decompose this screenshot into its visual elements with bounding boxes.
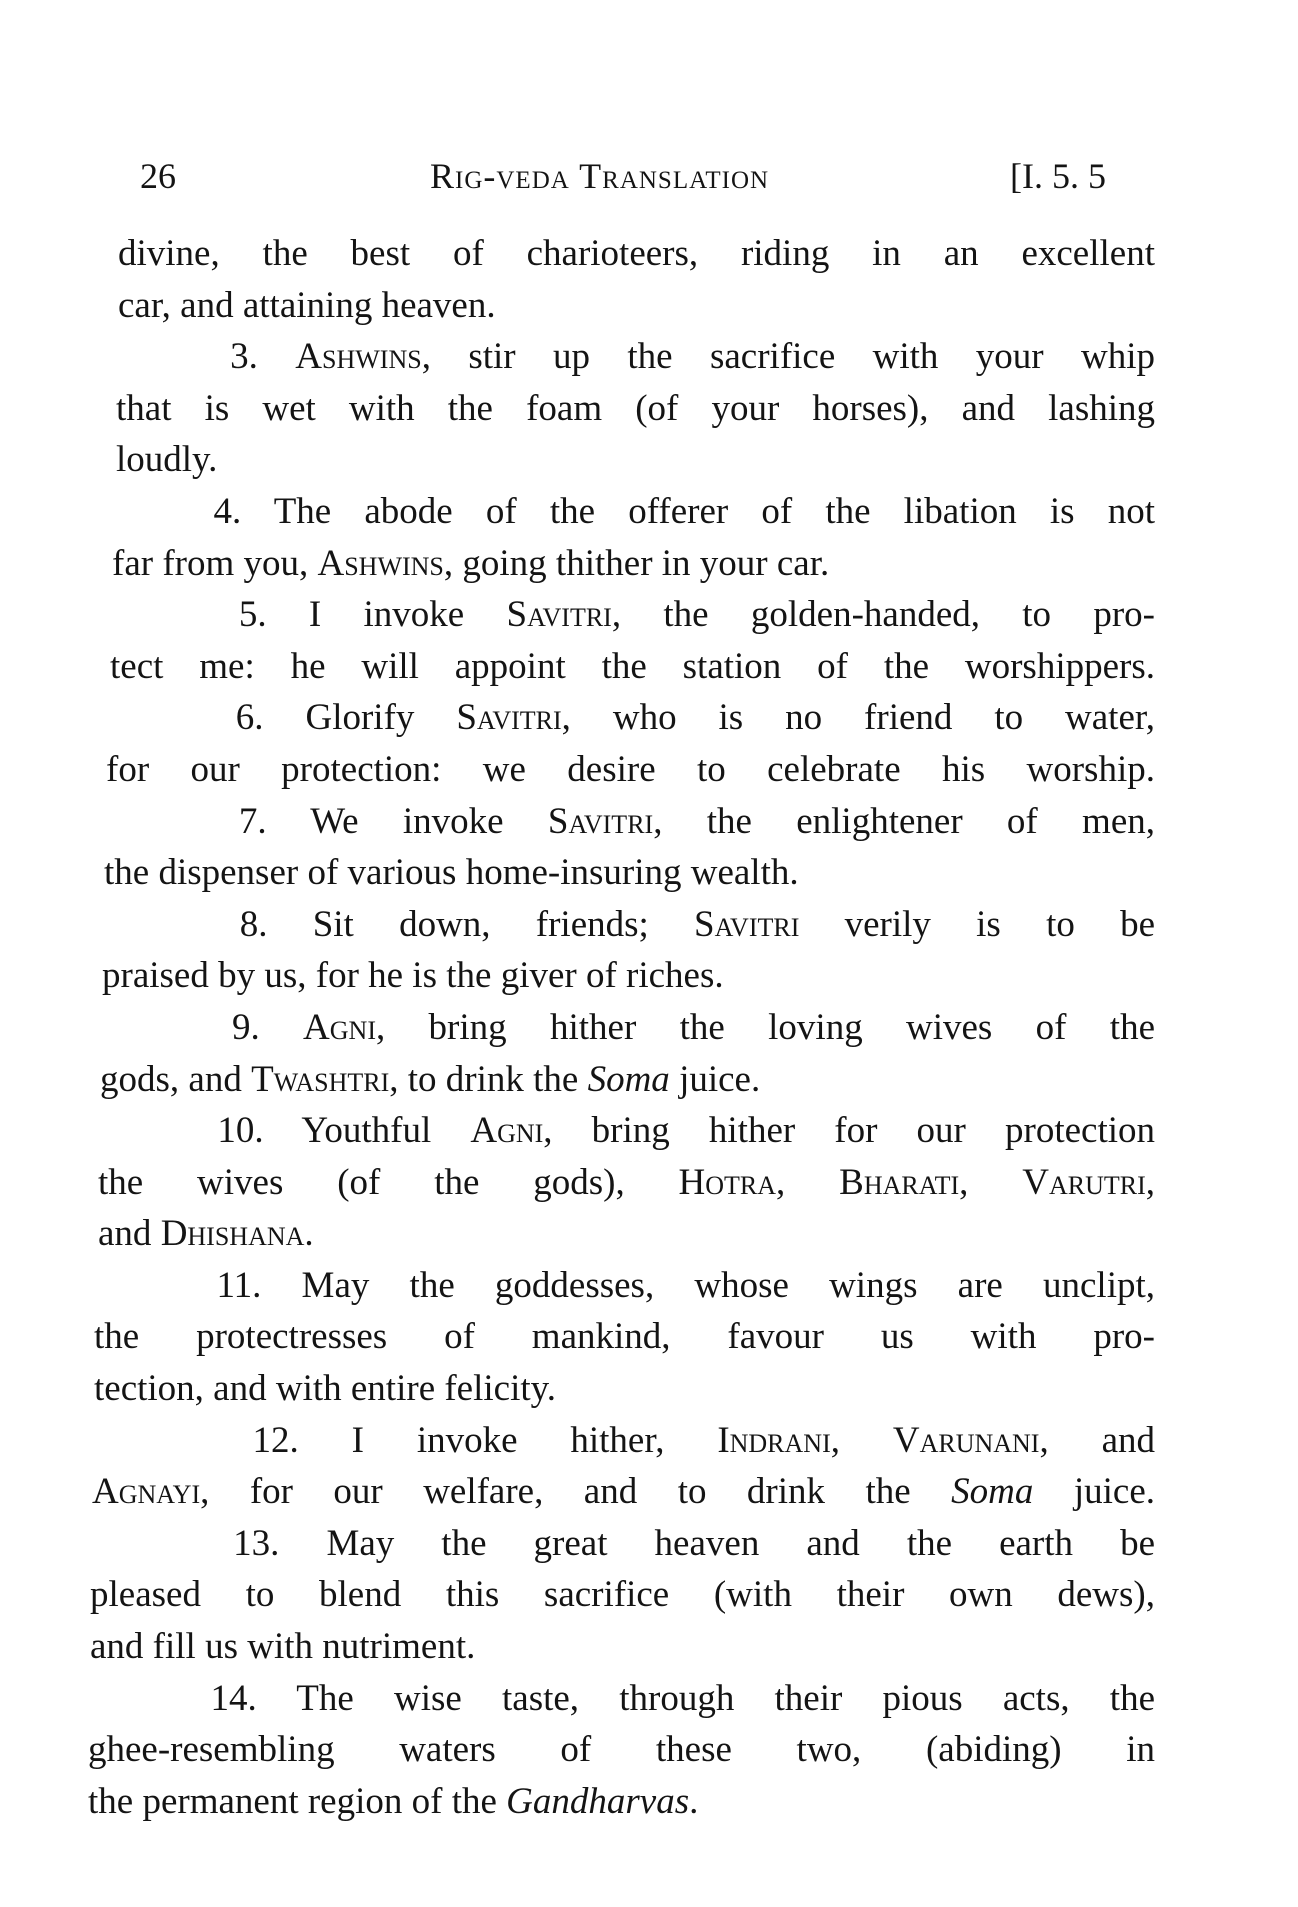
text-segment: 10. Youthful	[100, 1110, 471, 1152]
text-segment: loudly.	[116, 439, 218, 481]
text-segment: , going thither in your car.	[443, 542, 830, 584]
text-line	[102, 950, 1155, 1002]
text-line	[110, 641, 1155, 693]
text-segment: , and	[1039, 1419, 1155, 1461]
text-line	[90, 1621, 1155, 1673]
text-segment: pleased to blend this sacrifice (with their own dews),	[90, 1574, 1155, 1616]
text-segment: 7. We invoke	[106, 800, 548, 842]
text-segment: far from you,	[112, 542, 318, 584]
text-segment: .	[689, 1780, 699, 1822]
text-segment: , to drink the	[389, 1058, 588, 1100]
italic-term: Gandharvas	[506, 1780, 690, 1822]
text-segment: 12. I invoke hither,	[94, 1419, 718, 1461]
text-segment: 3.	[118, 336, 296, 378]
italic-term: Soma	[587, 1058, 670, 1100]
text-segment: gods, and	[100, 1058, 252, 1100]
text-line	[94, 1363, 1155, 1415]
proper-name: Savitri	[506, 594, 612, 636]
text-segment: 14. The wise taste, through their pious acts, the	[90, 1677, 1155, 1719]
text-line	[106, 744, 1155, 796]
text-segment: car, and attaining heaven.	[118, 284, 496, 326]
text-segment: , the golden-handed, to pro-	[611, 594, 1155, 636]
text-line	[96, 1260, 1155, 1312]
text-line	[106, 796, 1155, 848]
text-segment: the protectresses of mankind, favour us with pro-	[94, 1316, 1155, 1358]
text-line	[112, 589, 1155, 641]
text-segment: that is wet with the foam (of your horses), and lashing	[116, 387, 1155, 429]
proper-name: Varutri	[1022, 1161, 1146, 1203]
proper-name: Savitri	[456, 697, 562, 739]
text-segment: and fill us with nutriment.	[90, 1626, 476, 1668]
text-segment: ghee-resembling waters of these two, (abiding) in	[88, 1729, 1155, 1771]
text-segment: verily is to be	[799, 903, 1156, 945]
text-line	[116, 434, 1155, 486]
text-segment: , stir up the sacrifice with your whip	[421, 336, 1156, 378]
text-segment: ,	[959, 1161, 1023, 1203]
text-segment: 5. I invoke	[112, 594, 507, 636]
text-segment: and	[98, 1213, 161, 1255]
section-reference: [I. 5. 5	[1010, 156, 1106, 196]
proper-name: Indrani	[717, 1419, 831, 1461]
text-line	[114, 486, 1155, 538]
text-line	[118, 331, 1155, 383]
text-segment: 4. The abode of the offerer of the libation is not	[114, 490, 1155, 532]
running-header	[0, 155, 1298, 205]
text-line	[90, 1673, 1155, 1725]
text-segment: 6. Glorify	[110, 697, 457, 739]
text-segment: juice.	[1033, 1471, 1156, 1513]
text-segment: the wives (of the gods),	[98, 1161, 679, 1203]
proper-name: Agni	[470, 1110, 544, 1152]
proper-name: Bharati	[839, 1161, 960, 1203]
text-line	[100, 1105, 1155, 1157]
italic-term: Soma	[951, 1471, 1034, 1513]
text-segment: tect me: he will appoint the station of the worshippers.	[110, 645, 1155, 687]
text-line	[92, 1518, 1155, 1570]
text-line	[98, 1157, 1155, 1209]
proper-name: Savitri	[694, 903, 800, 945]
text-line	[94, 1311, 1155, 1363]
text-segment: , bring hither the loving wives of the	[375, 1006, 1156, 1048]
text-line	[116, 383, 1155, 435]
text-segment: juice.	[669, 1058, 761, 1100]
proper-name: Varunani	[892, 1419, 1040, 1461]
text-segment: .	[304, 1213, 314, 1255]
text-segment: tection, and with entire felicity.	[94, 1368, 556, 1410]
proper-name: Agnayi	[92, 1471, 201, 1513]
proper-name: Hotra	[678, 1161, 777, 1203]
text-segment: , the enlightener of men,	[653, 800, 1155, 842]
text-segment: , bring hither for our protection	[543, 1110, 1155, 1152]
proper-name: Dhishana	[160, 1213, 305, 1255]
text-line	[92, 1466, 1155, 1518]
text-segment: for our protection: we desire to celebrate his worship.	[106, 748, 1155, 790]
proper-name: Agni	[303, 1006, 376, 1048]
text-line	[88, 1776, 1155, 1828]
text-body	[88, 228, 1160, 1827]
text-line	[110, 692, 1155, 744]
text-line	[90, 1569, 1155, 1621]
text-segment: 8. Sit down, friends;	[104, 903, 695, 945]
proper-name: Ashwins	[317, 542, 444, 584]
text-segment: praised by us, for he is the giver of riches.	[102, 955, 724, 997]
text-segment: the permanent region of the	[88, 1780, 507, 1822]
text-line	[118, 228, 1155, 280]
proper-name: Savitri	[547, 800, 654, 842]
text-segment: ,	[776, 1161, 840, 1203]
page-number: 26	[140, 156, 176, 196]
text-line	[88, 1724, 1155, 1776]
text-segment: ,	[1145, 1161, 1155, 1203]
text-segment: 9.	[102, 1006, 304, 1048]
proper-name: Twashtri	[251, 1058, 390, 1100]
text-segment: , who is no friend to water,	[561, 697, 1155, 739]
text-segment: divine, the best of charioteers, riding in an excellent	[118, 233, 1155, 274]
text-line	[104, 847, 1155, 899]
text-segment: ,	[830, 1419, 893, 1461]
text-segment: 13. May the great heaven and the earth be	[92, 1522, 1155, 1564]
text-line	[104, 899, 1155, 951]
text-line	[112, 538, 1155, 590]
text-segment: 11. May the goddesses, whose wings are unclipt,	[96, 1264, 1155, 1306]
proper-name: Ashwins	[295, 336, 422, 378]
text-line	[102, 1002, 1155, 1054]
text-line	[100, 1054, 1155, 1106]
text-segment: the dispenser of various home-insuring wealth.	[104, 852, 799, 894]
text-line	[118, 280, 1155, 332]
text-line	[98, 1208, 1155, 1260]
text-segment: , for our welfare, and to drink the	[200, 1471, 952, 1513]
running-title: Rig-veda Translation	[430, 156, 770, 196]
text-line	[94, 1415, 1155, 1467]
